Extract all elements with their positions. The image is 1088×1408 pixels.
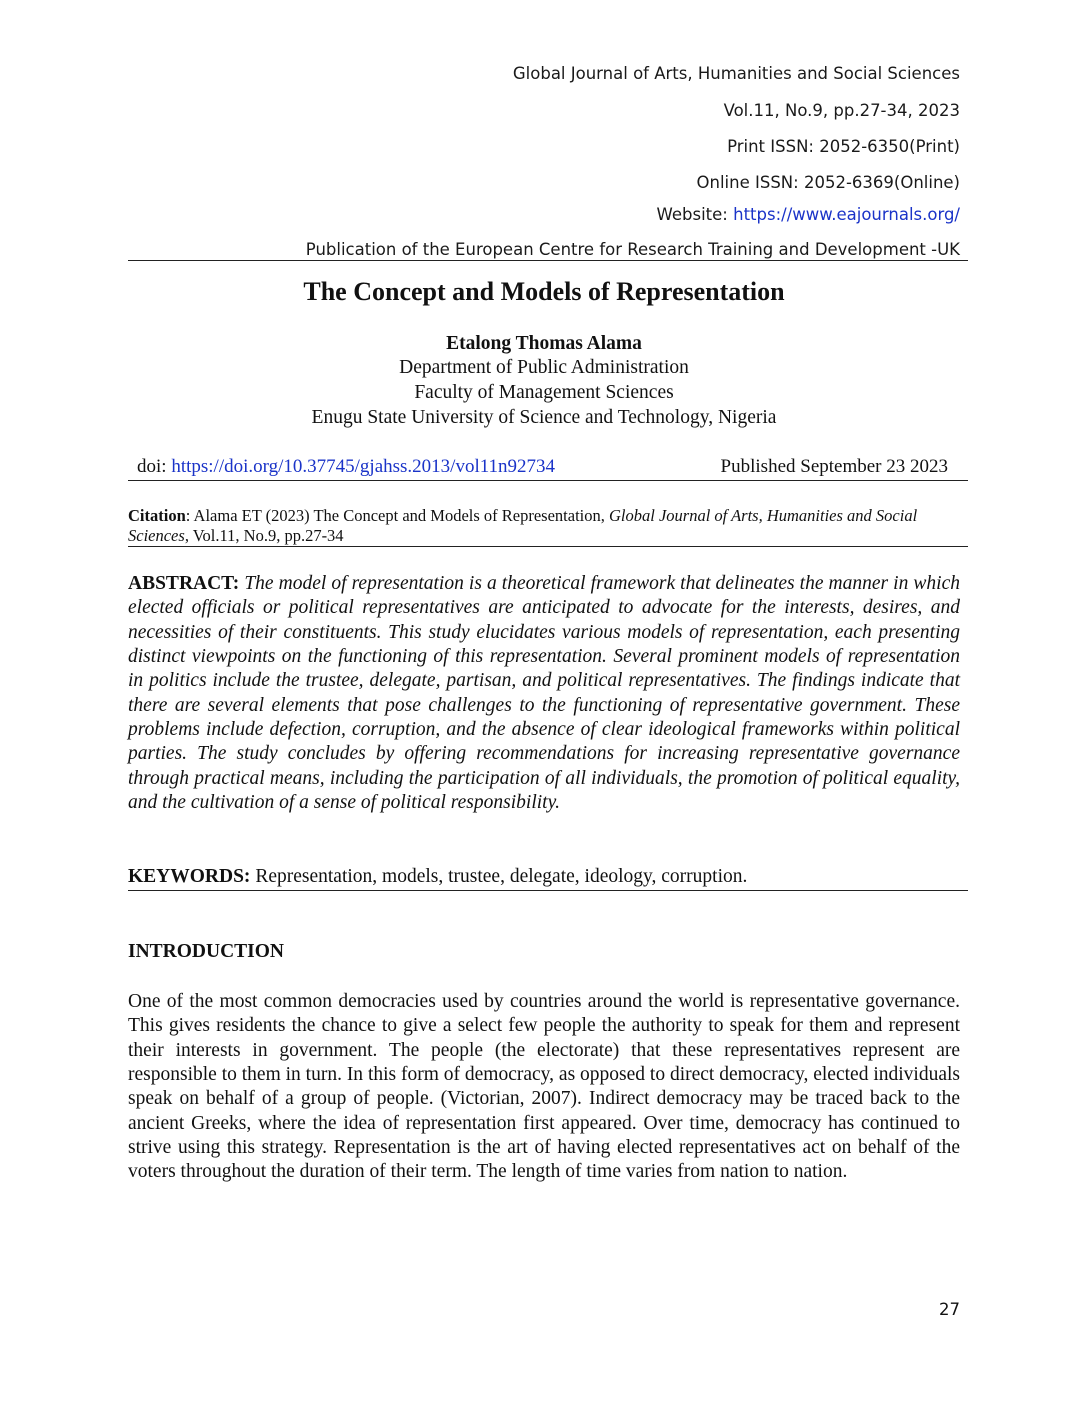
header-rule: [128, 260, 968, 261]
citation-rule: [128, 546, 968, 547]
introduction-heading: INTRODUCTION: [128, 941, 285, 962]
keywords-rule: [128, 890, 968, 891]
citation-label: Citation: [128, 506, 186, 525]
keywords-text: Representation, models, trustee, delegate, ideology, corruption.: [250, 866, 748, 887]
affiliation-faculty: Faculty of Management Sciences: [414, 382, 674, 403]
page-number: 27: [939, 1300, 960, 1319]
author-name: Etalong Thomas Alama: [446, 333, 642, 354]
abstract-text: The model of representation is a theoretical framework that delineates the manner in which elected officials or political representatives are anticipated to advocate for the interests, desires, and necessities of their constituents. This study elucidates various models of representation, each presenting distinct viewpoints on the functioning of this representation. Several prominent models of representation in politics include the trustee, delegate, partisan, and political representatives. The findings indicate that there are several elements that pose challenges to the functioning of representative government. These problems include defection, corruption, and the absence of clear ideological frameworks within political parties. The study concludes by offering recommendations for increasing representative governance through practical means, including the participation of all individuals, the promotion of political equality, and the cultivation of a sense of political responsibility.: [128, 573, 960, 814]
abstract: [128, 572, 960, 815]
keywords: [128, 866, 960, 888]
doi-link[interactable]: https://doi.org/10.37745/gjahss.2013/vol11n92734: [171, 456, 556, 477]
doi-line: [137, 456, 555, 478]
introduction-paragraph: One of the most common democracies used by countries around the world is representative governance. This gives residents the chance to give a select few people the authority to speak for them and represent their interests in government. The people (the electorate) that these representatives represent are responsible to them in turn. In this form of democracy, as opposed to direct democracy, elected individuals speak on behalf of a group of people. (Victorian, 2007). Indirect democracy may be traced back to the ancient Greeks, where the idea of representation first appeared. Over time, democracy has continued to strive using this strategy. Representation is the art of having elected representatives act on behalf of the voters throughout the duration of their term. The length of time varies from nation to nation.: [128, 991, 960, 1183]
citation-tail: , Vol.11, No.9, pp.27-34: [184, 526, 344, 545]
affiliation-university: Enugu State University of Science and Technology, Nigeria: [311, 407, 777, 428]
paper-title: The Concept and Models of Representation: [303, 277, 785, 306]
citation-text: : Alama ET (2023) The Concept and Models of Representation,: [185, 506, 610, 525]
doi-rule: [128, 480, 968, 481]
citation-journal: Global Journal of Arts, Humanities and Social Sciences: [128, 506, 918, 545]
publisher-line: Publication of the European Centre for Research Training and Development -UK: [305, 240, 960, 259]
volume-info: Vol.11, No.9, pp.27-34, 2023: [723, 101, 960, 120]
website-link[interactable]: https://www.eajournals.org/: [733, 205, 960, 224]
published-date: Published September 23 2023: [720, 456, 948, 477]
journal-name: Global Journal of Arts, Humanities and Social Sciences: [512, 64, 960, 83]
citation: [128, 506, 948, 546]
website-line: [657, 205, 960, 224]
online-issn: Online ISSN: 2052-6369(Online): [696, 173, 960, 192]
website-label: Website:: [656, 205, 734, 224]
abstract-label: ABSTRACT:: [128, 573, 245, 594]
keywords-label: KEYWORDS:: [128, 866, 251, 887]
print-issn: Print ISSN: 2052-6350(Print): [727, 137, 960, 156]
doi-label: doi:: [137, 456, 172, 477]
affiliation-department: Department of Public Administration: [399, 357, 689, 378]
